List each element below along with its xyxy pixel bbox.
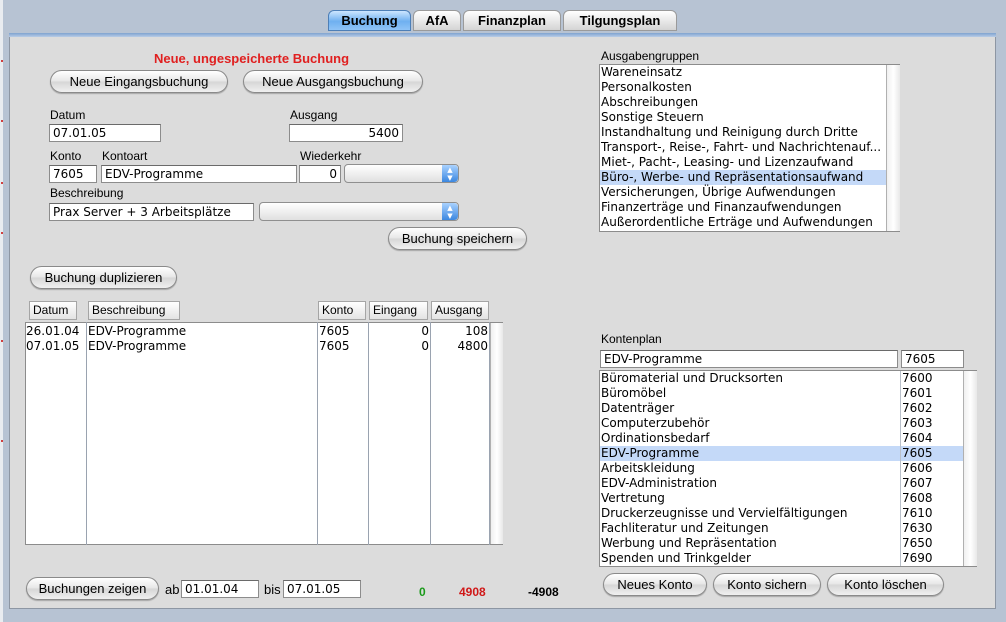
- beschreibung-select[interactable]: [259, 202, 459, 221]
- kontenplan-item[interactable]: [600, 551, 963, 566]
- kontenplan-item[interactable]: [600, 536, 963, 551]
- column-header-eingang[interactable]: Eingang: [369, 301, 428, 320]
- show-bookings-button[interactable]: Buchungen zeigen: [26, 577, 159, 600]
- ausgabengruppe-item[interactable]: Personalkosten: [601, 80, 692, 94]
- account-number: 7606: [902, 461, 933, 475]
- ausgang-label: Ausgang: [290, 108, 338, 122]
- kontenplan-item[interactable]: [600, 491, 963, 506]
- updown-arrows-icon: ▲ ▼: [442, 165, 458, 182]
- new-income-booking-button[interactable]: Neue Eingangsbuchung: [50, 70, 228, 93]
- ausgabengruppe-item[interactable]: Außerordentliche Erträge und Aufwendungen: [601, 215, 873, 229]
- kontenplan-item[interactable]: [600, 521, 963, 536]
- new-account-button[interactable]: Neues Konto: [603, 573, 707, 596]
- account-name: Ordinationsbedarf: [601, 431, 710, 445]
- ausgabengruppe-item[interactable]: Transport-, Reise-, Fahrt- und Nachrichtenauf...: [601, 140, 882, 154]
- kontenplan-item[interactable]: [600, 461, 963, 476]
- account-number: 7607: [902, 476, 933, 490]
- ausgabengruppe-item[interactable]: Abschreibungen: [601, 95, 699, 109]
- status-message: Neue, ungespeicherte Buchung: [154, 51, 350, 66]
- kontenplan-item[interactable]: [600, 401, 963, 416]
- table-cell-konto[interactable]: 7605: [319, 324, 350, 338]
- delete-account-button[interactable]: Konto löschen: [827, 573, 944, 596]
- kontoart-label: Kontoart: [102, 149, 148, 163]
- ausgabengruppen-list[interactable]: [599, 64, 900, 232]
- account-number: 7604: [902, 431, 933, 445]
- kontoart-field[interactable]: EDV-Programme: [101, 165, 297, 183]
- kontenplan-list[interactable]: [599, 370, 977, 567]
- save-booking-button[interactable]: Buchung speichern: [388, 227, 527, 250]
- column-header-konto[interactable]: Konto: [318, 301, 366, 320]
- ausgang-field[interactable]: 5400: [289, 124, 403, 142]
- account-name: EDV-Administration: [601, 476, 717, 490]
- ausgabengruppen-scrollbar[interactable]: [886, 65, 900, 231]
- kontenplan-item[interactable]: [600, 371, 963, 386]
- table-cell-beschreibung[interactable]: EDV-Programme: [88, 339, 187, 353]
- ausgabengruppen-title: Ausgabengruppen: [601, 49, 700, 63]
- kontenplan-title: Kontenplan: [601, 332, 662, 346]
- table-cell-eingang[interactable]: 0: [421, 339, 429, 353]
- ab-label: ab: [165, 582, 180, 597]
- account-number: 7600: [902, 371, 933, 385]
- tab-tilgungsplan[interactable]: Tilgungsplan: [563, 10, 677, 31]
- account-number: 7690: [902, 551, 933, 565]
- table-cell-konto[interactable]: 7605: [319, 339, 350, 353]
- column-header-datum[interactable]: Datum: [29, 301, 77, 320]
- background-window-edge: [0, 0, 3, 622]
- duplicate-booking-button[interactable]: Buchung duplizieren: [30, 266, 177, 289]
- tab-afa[interactable]: AfA: [413, 10, 461, 31]
- bis-label: bis: [264, 582, 281, 597]
- column-divider: [317, 322, 318, 545]
- column-divider: [368, 322, 369, 545]
- tab-buchung[interactable]: Buchung: [328, 10, 411, 31]
- account-name: Computerzubehör: [601, 416, 710, 430]
- column-divider: [430, 322, 431, 545]
- bookings-table[interactable]: [25, 322, 503, 545]
- account-name: Büromöbel: [601, 386, 667, 400]
- kontenplan-item[interactable]: [600, 446, 963, 461]
- ausgabengruppe-item[interactable]: Finanzerträge und Finanzaufwendungen: [601, 200, 842, 214]
- account-name: Büromaterial und Drucksorten: [601, 371, 783, 385]
- column-divider: [900, 371, 901, 567]
- updown-arrows-icon: ▲ ▼: [442, 203, 458, 220]
- beschreibung-field[interactable]: Prax Server + 3 Arbeitsplätze: [49, 203, 254, 221]
- konto-field[interactable]: 7605: [49, 165, 97, 183]
- table-cell-ausgang[interactable]: 4800: [457, 339, 488, 353]
- table-cell-ausgang[interactable]: 108: [465, 324, 488, 338]
- account-name: EDV-Programme: [601, 446, 700, 460]
- ausgabengruppe-item[interactable]: Wareneinsatz: [601, 65, 683, 79]
- konto-label: Konto: [50, 149, 82, 163]
- kontenplan-item[interactable]: [600, 416, 963, 431]
- kontenplan-scrollbar[interactable]: [963, 371, 977, 566]
- column-header-ausgang[interactable]: Ausgang: [431, 301, 489, 320]
- kontenplan-item[interactable]: [600, 431, 963, 446]
- wiederkehr-label: Wiederkehr: [300, 149, 362, 163]
- datum-label: Datum: [50, 108, 86, 122]
- account-number: 7650: [902, 536, 933, 550]
- total-ausgang: 4908: [459, 585, 486, 599]
- total-eingang: 0: [419, 585, 426, 599]
- kontenplan-item[interactable]: [600, 386, 963, 401]
- table-cell-beschreibung[interactable]: EDV-Programme: [88, 324, 187, 338]
- account-name: Werbung und Repräsentation: [601, 536, 777, 550]
- account-number: 7630: [902, 521, 933, 535]
- account-name: Vertretung: [601, 491, 665, 505]
- ausgabengruppe-item[interactable]: Instandhaltung und Reinigung durch Dritte: [601, 125, 858, 139]
- ausgabengruppe-item[interactable]: Versicherungen, Übrige Aufwendungen: [601, 185, 836, 199]
- panel-topbar: [9, 33, 996, 37]
- account-number: 7603: [902, 416, 933, 430]
- account-name: Druckerzeugnisse und Vervielfältigungen: [601, 506, 848, 520]
- kontenplan-item[interactable]: [600, 506, 963, 521]
- account-number: 7610: [902, 506, 933, 520]
- table-cell-datum[interactable]: 26.01.04: [26, 324, 80, 338]
- wiederkehr-field[interactable]: 0: [299, 165, 341, 183]
- account-number: 7605: [902, 446, 933, 460]
- table-cell-datum[interactable]: 07.01.05: [26, 339, 80, 353]
- tab-finanzplan[interactable]: Finanzplan: [463, 10, 561, 31]
- date-from-field[interactable]: 01.01.04: [181, 580, 259, 598]
- new-expense-booking-button[interactable]: Neue Ausgangsbuchung: [243, 70, 423, 93]
- ausgabengruppe-item[interactable]: Miet-, Pacht-, Leasing- und Lizenzaufwand: [601, 155, 854, 169]
- account-number: 7602: [902, 401, 933, 415]
- kontenplan-item[interactable]: [600, 476, 963, 491]
- column-header-beschreibung[interactable]: Beschreibung: [88, 301, 180, 320]
- account-name: Datenträger: [601, 401, 675, 415]
- column-divider: [86, 322, 87, 545]
- table-cell-eingang[interactable]: 0: [421, 324, 429, 338]
- account-name: Arbeitskleidung: [601, 461, 695, 475]
- wiederkehr-select[interactable]: [344, 164, 459, 183]
- save-account-button[interactable]: Konto sichern: [713, 573, 821, 596]
- datum-field[interactable]: 07.01.05: [49, 124, 161, 142]
- account-number-field[interactable]: 7605: [901, 350, 964, 368]
- total-saldo: -4908: [528, 585, 559, 599]
- ausgabengruppe-item[interactable]: Büro-, Werbe- und Repräsentationsaufwand: [600, 170, 887, 185]
- account-name: Fachliteratur und Zeitungen: [601, 521, 769, 535]
- account-name: Spenden und Trinkgelder: [601, 551, 751, 565]
- ausgabengruppe-item[interactable]: Sonstige Steuern: [601, 110, 704, 124]
- account-number: 7601: [902, 386, 933, 400]
- beschreibung-label: Beschreibung: [50, 186, 124, 200]
- date-to-field[interactable]: 07.01.05: [283, 580, 361, 598]
- account-number: 7608: [902, 491, 933, 505]
- account-name-field[interactable]: EDV-Programme: [600, 350, 898, 368]
- bookings-scrollbar[interactable]: [490, 323, 503, 544]
